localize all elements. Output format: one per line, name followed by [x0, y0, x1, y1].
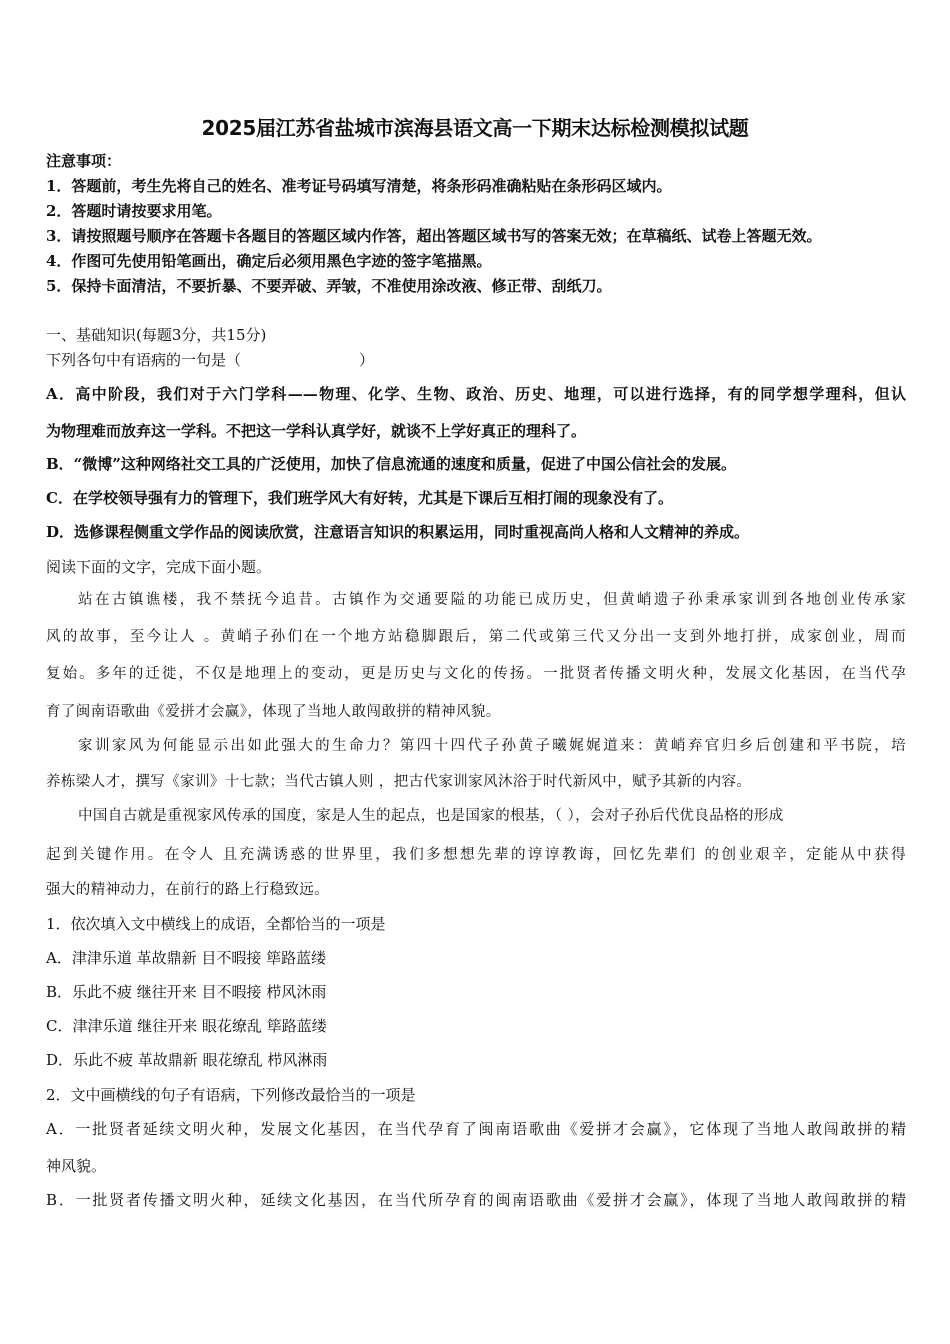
answer-option: 神风貌。	[46, 1157, 107, 1175]
passage-line: 起到关键作用。在令人 且充满诱惑的世界里，我们多想想先辈的谆谆教诲，回忆先辈们 的创业艰辛，定能从中获得	[46, 847, 906, 863]
question-stem-close: ）	[359, 351, 375, 369]
answer-option: A．津津乐道 革故鼎新 目不暇接 筚路蓝缕	[46, 949, 327, 967]
answer-option: B．一批贤者传播文明火种，延续文化基因，在当代所孕育的闽南语歌曲《爱拼才会赢》，体现了当地人敢闯敢拼的精	[46, 1191, 906, 1209]
passage-line: 中国自古就是重视家风传承的国度，家是人生的起点，也是国家的根基，（ ），会对子孙后代优良品格的形成	[78, 808, 784, 824]
passage-line: 养栋梁人才，撰写《家训》十七款；当代古镇人则 ，把古代家训家风沐浴于时代新风中，赋予其新的内容。	[46, 774, 752, 790]
answer-option: A．一批贤者延续文明火种，发展文化基因，在当代孕育了闽南语歌曲《爱拼才会赢》，它体现了当地人敢闯敢拼的精	[46, 1120, 906, 1138]
passage-line: 育了闽南语歌曲《爱拼才会赢》，体现了当地人敢闯敢拼的精神风貌。	[46, 704, 501, 720]
passage-line: 复始。多年的迁徙，不仅是地理上的变动，更是历史与文化的传扬。一批贤者传播文明火种，发展文化基因，在当代孕	[46, 666, 906, 682]
question-stem: 1．依次填入文中横线上的成语，全都恰当的一项是	[46, 915, 386, 933]
option-a-line: 为物理难而放弃这一学科。不把这一学科认真学好，就谈不上学好真正的理科了。	[46, 422, 587, 440]
notice-item: 5．保持卡面清洁，不要折暴、不要弄破、弄皱，不准使用涂改液、修正带、刮纸刀。	[46, 277, 612, 295]
passage-line: 站在古镇谯楼，我不禁抚今追昔。古镇作为交通要隘的功能已成历史，但黄峭遗子孙秉承家训到各地创业传承家	[78, 592, 906, 608]
answer-option: D．乐此不疲 革故鼎新 眼花缭乱 栉风淋雨	[46, 1051, 328, 1069]
notice-heading: 注意事项：	[46, 152, 122, 170]
question-stem-text: 下列各句中有语病的一句是（	[46, 351, 242, 369]
option-d: D．选修课程侧重文学作品的阅读欣赏，注意语言知识的积累运用，同时重视高尚人格和人文精神的养成。	[46, 523, 750, 541]
notice-item: 4．作图可先使用铅笔画出，确定后必须用黑色字迹的签字笔描黑。	[46, 252, 492, 270]
notice-item: 2．答题时请按要求用笔。	[46, 202, 222, 220]
passage-line: 强大的精神动力，在前行的路上行稳致远。	[46, 882, 330, 898]
option-c: C．在学校领导强有力的管理下，我们班学风大有好转，尤其是下课后互相打闹的现象没有了。	[46, 489, 673, 507]
option-b: B．“微博”这种网络社交工具的广泛使用，加快了信息流通的速度和质量，促进了中国公信社会的发展。	[46, 455, 736, 473]
reading-intro: 阅读下面的文字，完成下面小题。	[46, 558, 272, 576]
passage-line: 家训家风为何能显示出如此强大的生命力？第四十四代子孙黄子曦娓娓道来：黄峭弃官归乡后创建和平书院，培	[78, 738, 906, 754]
question-stem: 2．文中画横线的句子有语病，下列修改最恰当的一项是	[46, 1086, 416, 1104]
question-stem	[46, 350, 374, 370]
answer-option: B．乐此不疲 继往开来 目不暇接 栉风沐雨	[46, 983, 327, 1001]
answer-option: C．津津乐道 继往开来 眼花缭乱 筚路蓝缕	[46, 1017, 327, 1035]
section-heading: 一、基础知识(每题3分，共15分)	[46, 326, 267, 344]
notice-item: 3．请按照题号顺序在答题卡各题目的答题区域内作答，超出答题区域书写的答案无效；在草稿纸、试卷上答题无效。	[46, 227, 822, 245]
page-title: 2025届江苏省盐城市滨海县语文高一下期末达标检测模拟试题	[201, 116, 749, 140]
notice-item: 1．答题前，考生先将自己的姓名、准考证号码填写清楚，将条形码准确粘贴在条形码区域内。	[46, 177, 672, 195]
passage-line: 风的故事，至今让人 。黄峭子孙们在一个地方站稳脚跟后，第二代或第三代又分出一支到外地打拼，成家创业，周而	[46, 629, 906, 645]
option-a-line: A．高中阶段，我们对于六门学科——物理、化学、生物、政治、历史、地理，可以进行选择，有的同学想学理科，但认	[46, 385, 906, 403]
